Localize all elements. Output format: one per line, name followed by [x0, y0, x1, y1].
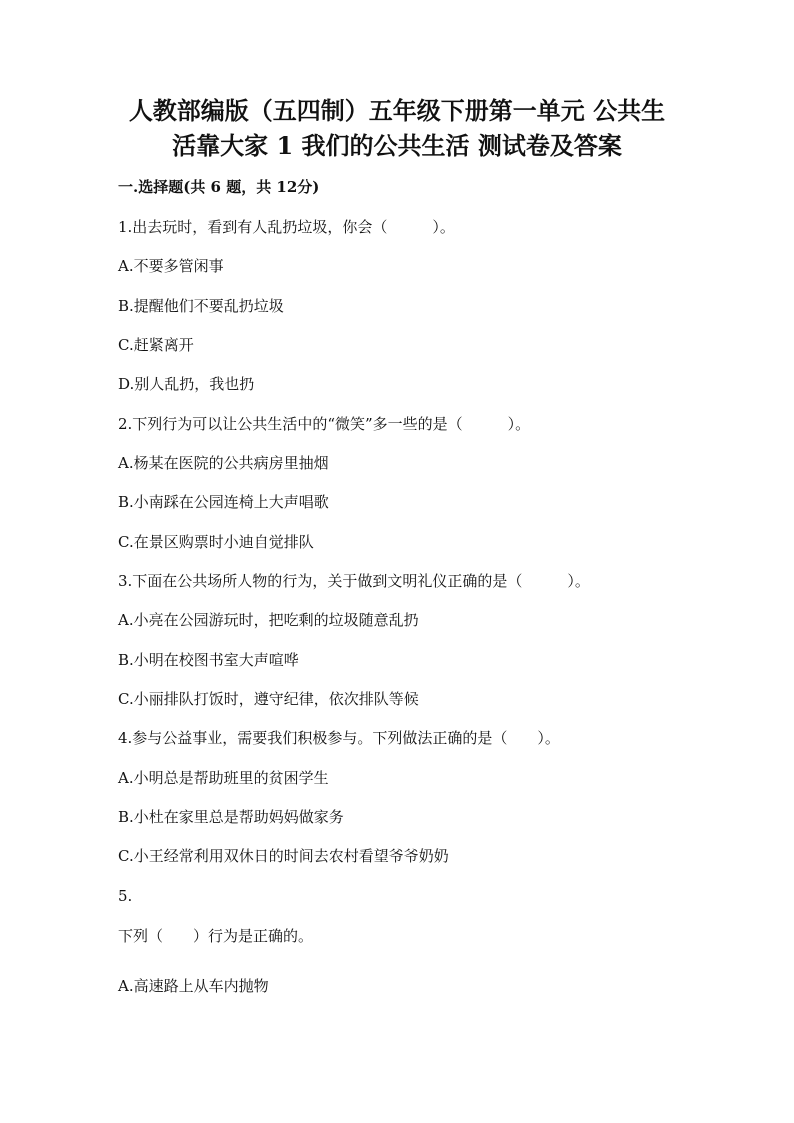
title-line-2: 活靠大家 1 我们的公共生活 测试卷及答案 — [172, 131, 622, 160]
title-line-1: 人教部编版（五四制）五年级下册第一单元 公共生 — [128, 96, 666, 125]
section-heading: 一.选择题(共 6 题，共 12分) — [118, 178, 320, 196]
question-3-option-c: C.小丽排队打饭时，遵守纪律，依次排队等候 — [118, 690, 419, 708]
question-5-option-a: A.高速路上从车内抛物 — [118, 977, 269, 995]
question-4-option-b: B.小杜在家里总是帮助妈妈做家务 — [118, 808, 344, 826]
question-1-option-b: B.提醒他们不要乱扔垃圾 — [118, 297, 284, 315]
question-1-option-d: D.别人乱扔，我也扔 — [118, 375, 255, 393]
question-2-option-b: B.小南踩在公园连椅上大声唱歌 — [118, 493, 329, 511]
question-1-option-c: C.赶紧离开 — [118, 336, 194, 354]
question-3-option-b: B.小明在校图书室大声喧哗 — [118, 651, 299, 669]
question-2-option-c: C.在景区购票时小迪自觉排队 — [118, 533, 314, 551]
question-3-option-a: A.小亮在公园游玩时，把吃剩的垃圾随意乱扔 — [118, 611, 419, 629]
question-1-option-a: A.不要多管闲事 — [118, 257, 224, 275]
question-4-option-c: C.小王经常利用双休日的时间去农村看望爷爷奶奶 — [118, 847, 449, 865]
question-5-number: 5. — [118, 887, 133, 905]
question-4-stem: 4.参与公益事业，需要我们积极参与。下列做法正确的是（ ）。 — [118, 729, 560, 747]
question-5-stem: 下列（ ）行为是正确的。 — [118, 927, 314, 945]
question-2-stem: 2.下列行为可以让公共生活中的“微笑”多一些的是（ ）。 — [118, 415, 531, 433]
question-1-stem: 1.出去玩时，看到有人乱扔垃圾，你会（ ）。 — [118, 218, 455, 236]
question-4-option-a: A.小明总是帮助班里的贫困学生 — [118, 769, 329, 787]
question-2-option-a: A.杨某在医院的公共病房里抽烟 — [118, 454, 329, 472]
question-3-stem: 3.下面在公共场所人物的行为，关于做到文明礼仪正确的是（ ）。 — [118, 572, 590, 590]
